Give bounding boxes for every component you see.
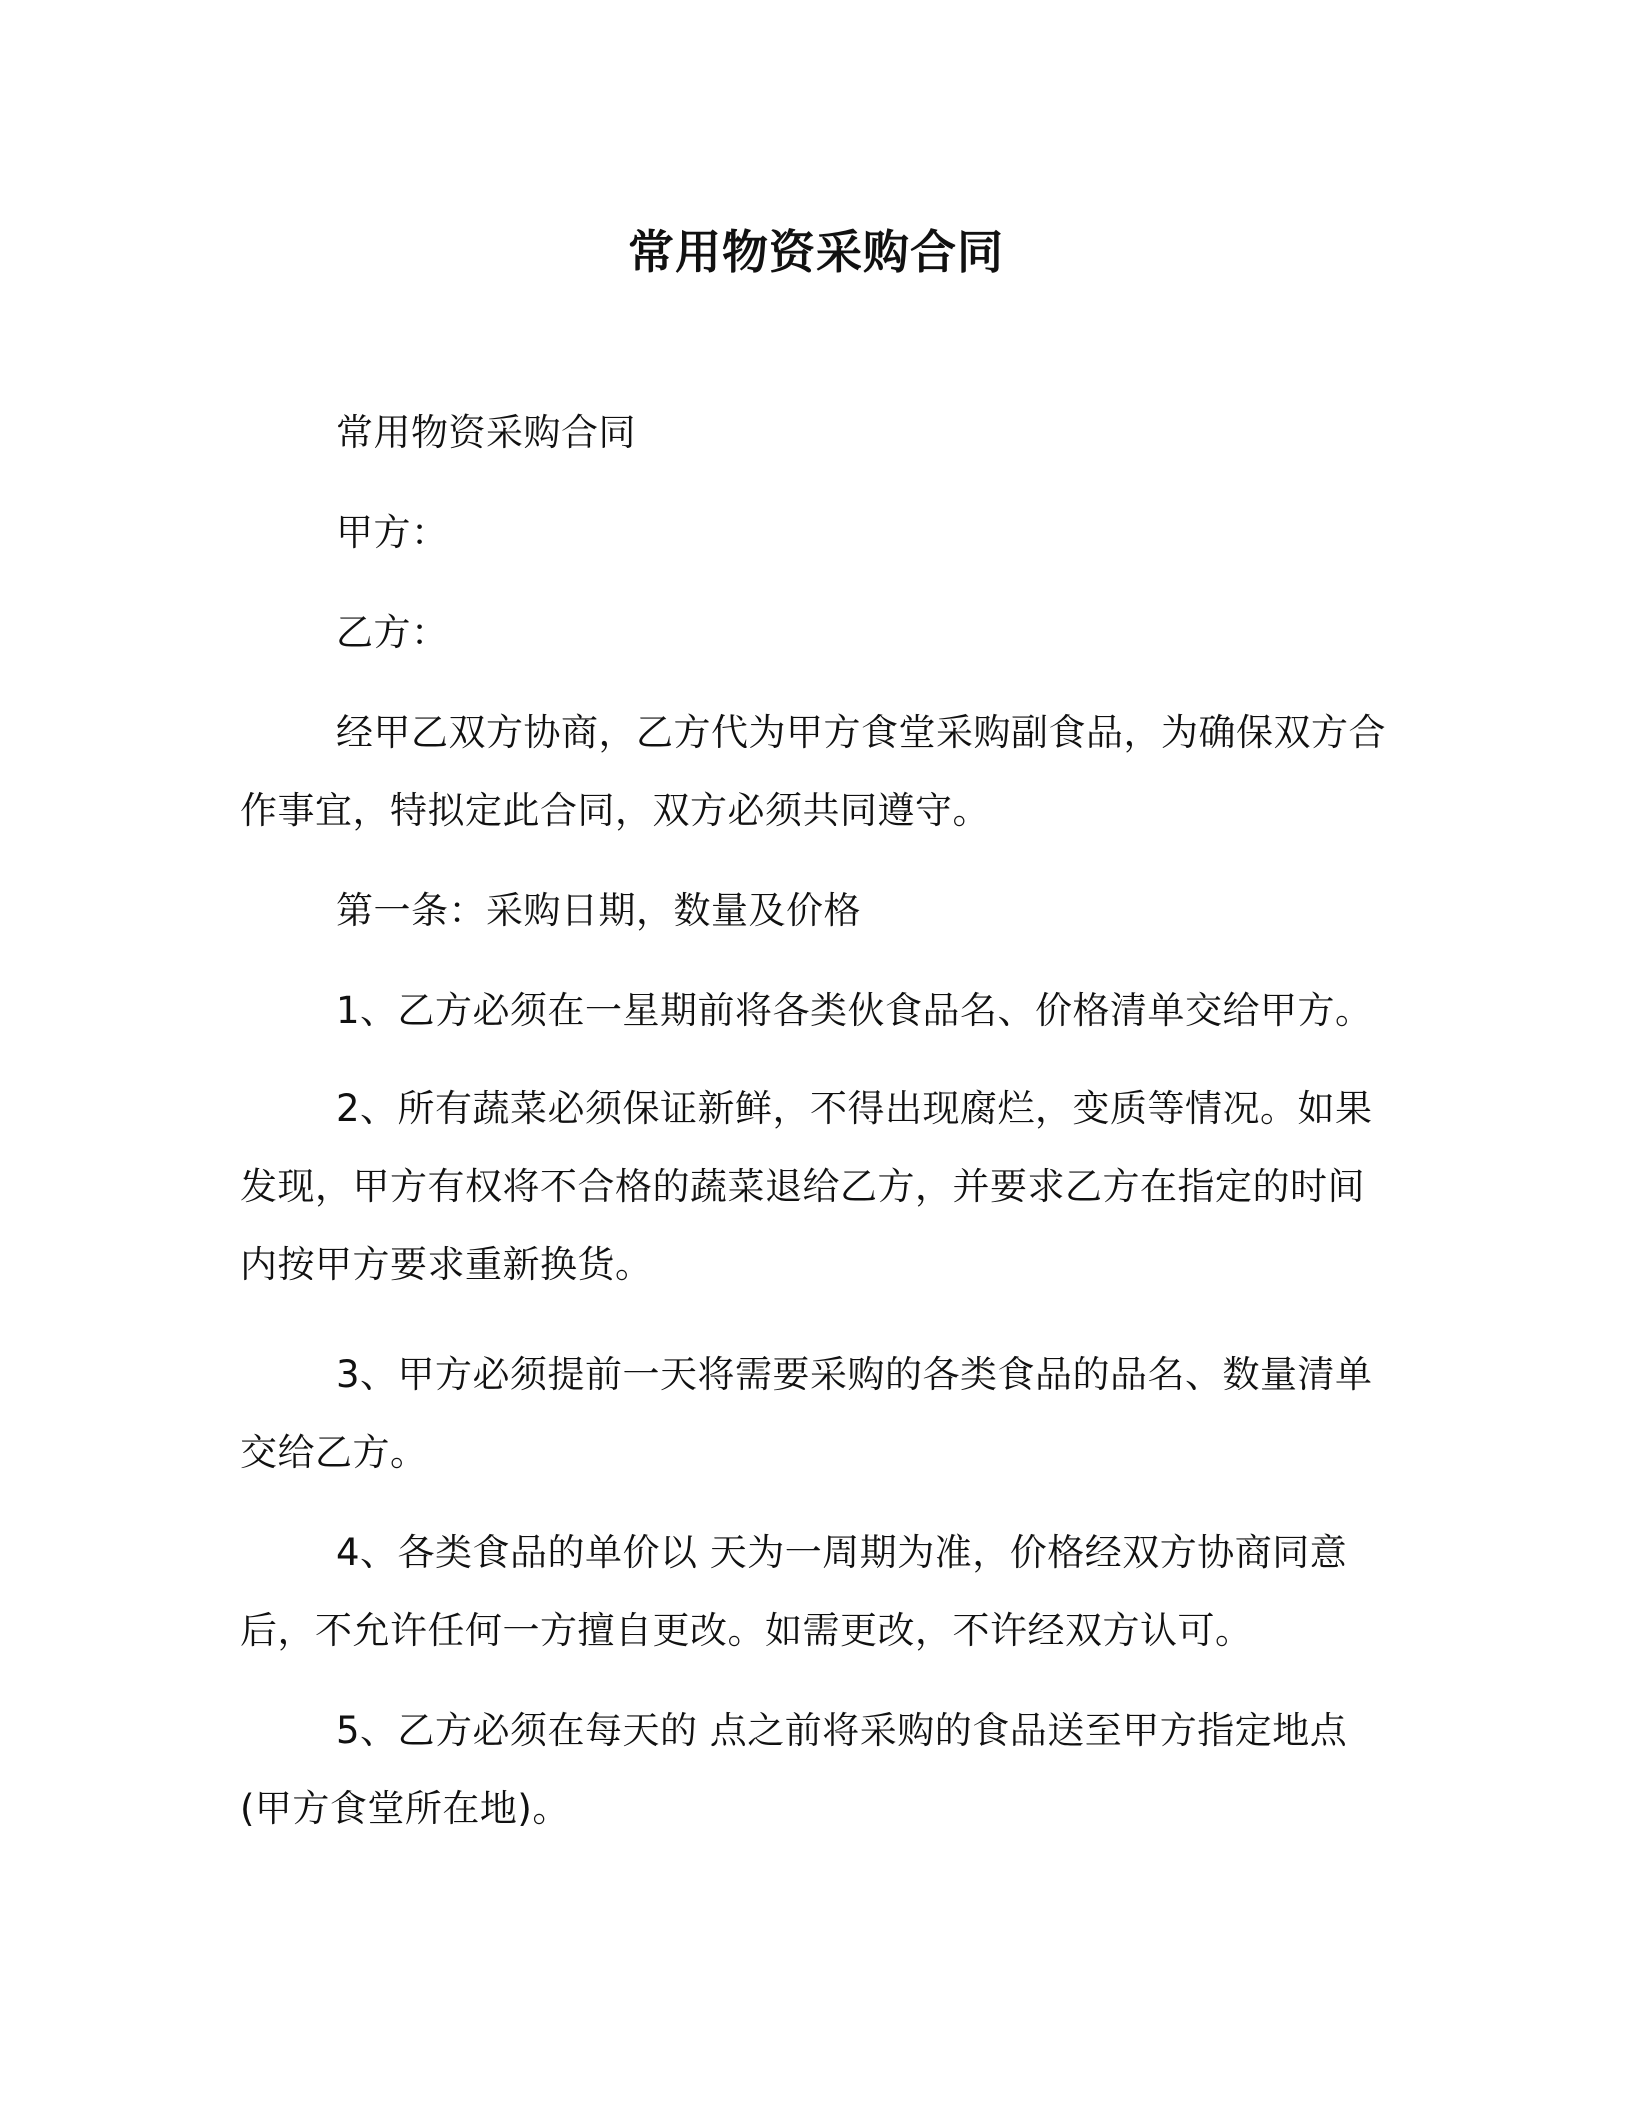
paragraph-party-a: 甲方： <box>336 511 449 554</box>
paragraph-clause-2: 2、所有蔬菜必须保证新鲜，不得出现腐烂，变质等情况。如果发现，甲方有权将不合格的蔬菜退给乙方，并要求乙方在指定的时间内按甲方要求重新换货。 <box>240 1087 1373 1286</box>
paragraph-party-b: 乙方： <box>336 611 449 654</box>
paragraph-clause-4: 4、各类食品的单价以 天为一周期为准，价格经双方协商同意后，不允许任何一方擅自更改。如需更改，不许经双方认可。 <box>240 1531 1348 1652</box>
paragraph-article-1: 第一条：采购日期，数量及价格 <box>336 889 861 932</box>
document-title: 常用物资采购合同 <box>628 225 1004 279</box>
paragraph-clause-5: 5、乙方必须在每天的 点之前将采购的食品送至甲方指定地点(甲方食堂所在地)。 <box>240 1709 1348 1830</box>
paragraph-clause-3: 3、甲方必须提前一天将需要采购的各类食品的品名、数量清单交给乙方。 <box>240 1353 1373 1474</box>
paragraph-intro: 经甲乙双方协商，乙方代为甲方食堂采购副食品，为确保双方合作事宜，特拟定此合同，双方必须共同遵守。 <box>240 711 1386 832</box>
paragraph-heading: 常用物资采购合同 <box>336 411 636 454</box>
paragraph-clause-1: 1、乙方必须在一星期前将各类伙食品名、价格清单交给甲方。 <box>336 989 1373 1032</box>
